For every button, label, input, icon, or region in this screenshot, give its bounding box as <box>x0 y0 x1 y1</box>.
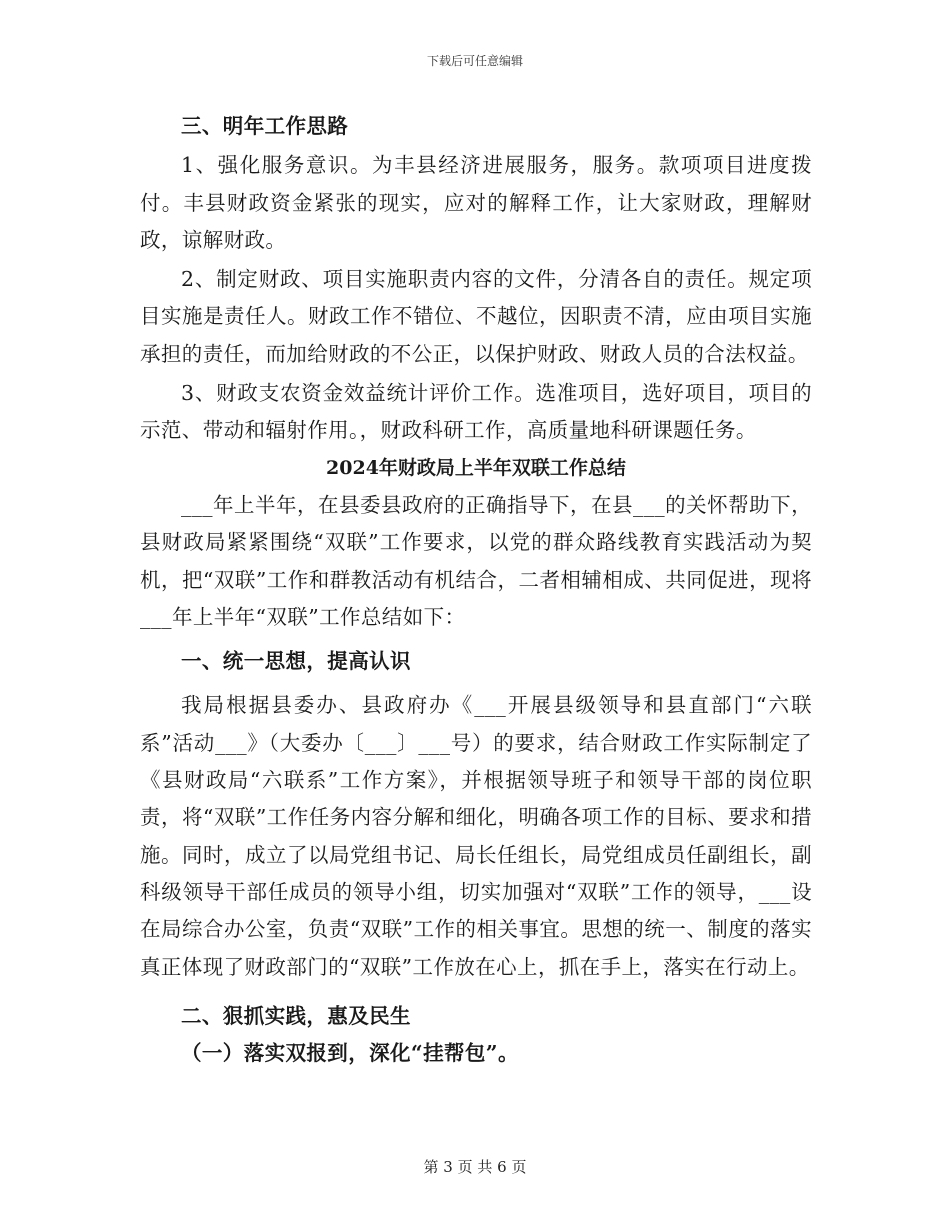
paragraph-responsibility-document: 2、制定财政、项目实施职责内容的文件，分清各自的责任。规定项目实施是责任人。财政工作不错位、不越位，因职责不清，应由项目实施承担的责任，而加给财政的不公正，以保护财政、财政人员的合法权益。 <box>140 267 812 366</box>
paragraph-introduction: ___年上半年，在县委县政府的正确指导下，在县___的关怀帮助下，县财政局紧紧围绕“双联”工作要求，以党的群众路线教育实践活动为契机，把“双联”工作和群教活动有机结合，二者相辅相成、共同促进，现将___年上半年“双联”工作总结如下： <box>140 492 812 629</box>
paragraph-service-awareness: 1、强化服务意识。为丰县经济进展服务，服务。款项项目进度拨付。丰县财政资金紧张的现实，应对的解释工作，让大家财政，理解财政，谅解财政。 <box>140 153 812 252</box>
subsection-heading-double-report: （一）落实双报到，深化“挂帮包”。 <box>181 1041 519 1066</box>
page-footer: 第 3 页 共 6 页 <box>423 1158 527 1176</box>
section-heading-practice: 二、狠抓实践，惠及民生 <box>181 1003 411 1028</box>
document-body <box>140 108 812 1072</box>
section-heading-unify-thinking: 一、统一思想，提高认识 <box>181 649 411 674</box>
page-header: 下载后可任意编辑 <box>426 54 523 68</box>
section-heading-next-year-plan: 三、明年工作思路 <box>181 114 349 138</box>
paragraph-work-plan: 我局根据县委办、县政府办《___开展县级领导和县直部门“六联系”活动___》（大委办〔___〕___号）的要求，结合财政工作实际制定了《县财政局“六联系”工作方案》，并根据领导班子和领导干部的岗位职责，将“双联”工作任务内容分解和细化，明确各项工作的目标、要求和措施。同时，成立了以局党组书记、局长任组长，局党组成员任副组长，副科级领导干部任成员的领导小组，切实加强对“双联”工作的领导，___设在局综合办公室，负责“双联”工作的相关事宜。思想的统一、制度的落实真正体现了财政部门的“双联”工作放在心上，抓在手上，落实在行动上。 <box>140 693 812 979</box>
paragraph-fund-evaluation: 3、财政支农资金效益统计评价工作。选准项目，选好项目，项目的示范、带动和辐射作用。，财政科研工作，高质量地科研课题任务。 <box>140 381 812 443</box>
document-title: 2024年财政局上半年双联工作总结 <box>326 456 626 479</box>
